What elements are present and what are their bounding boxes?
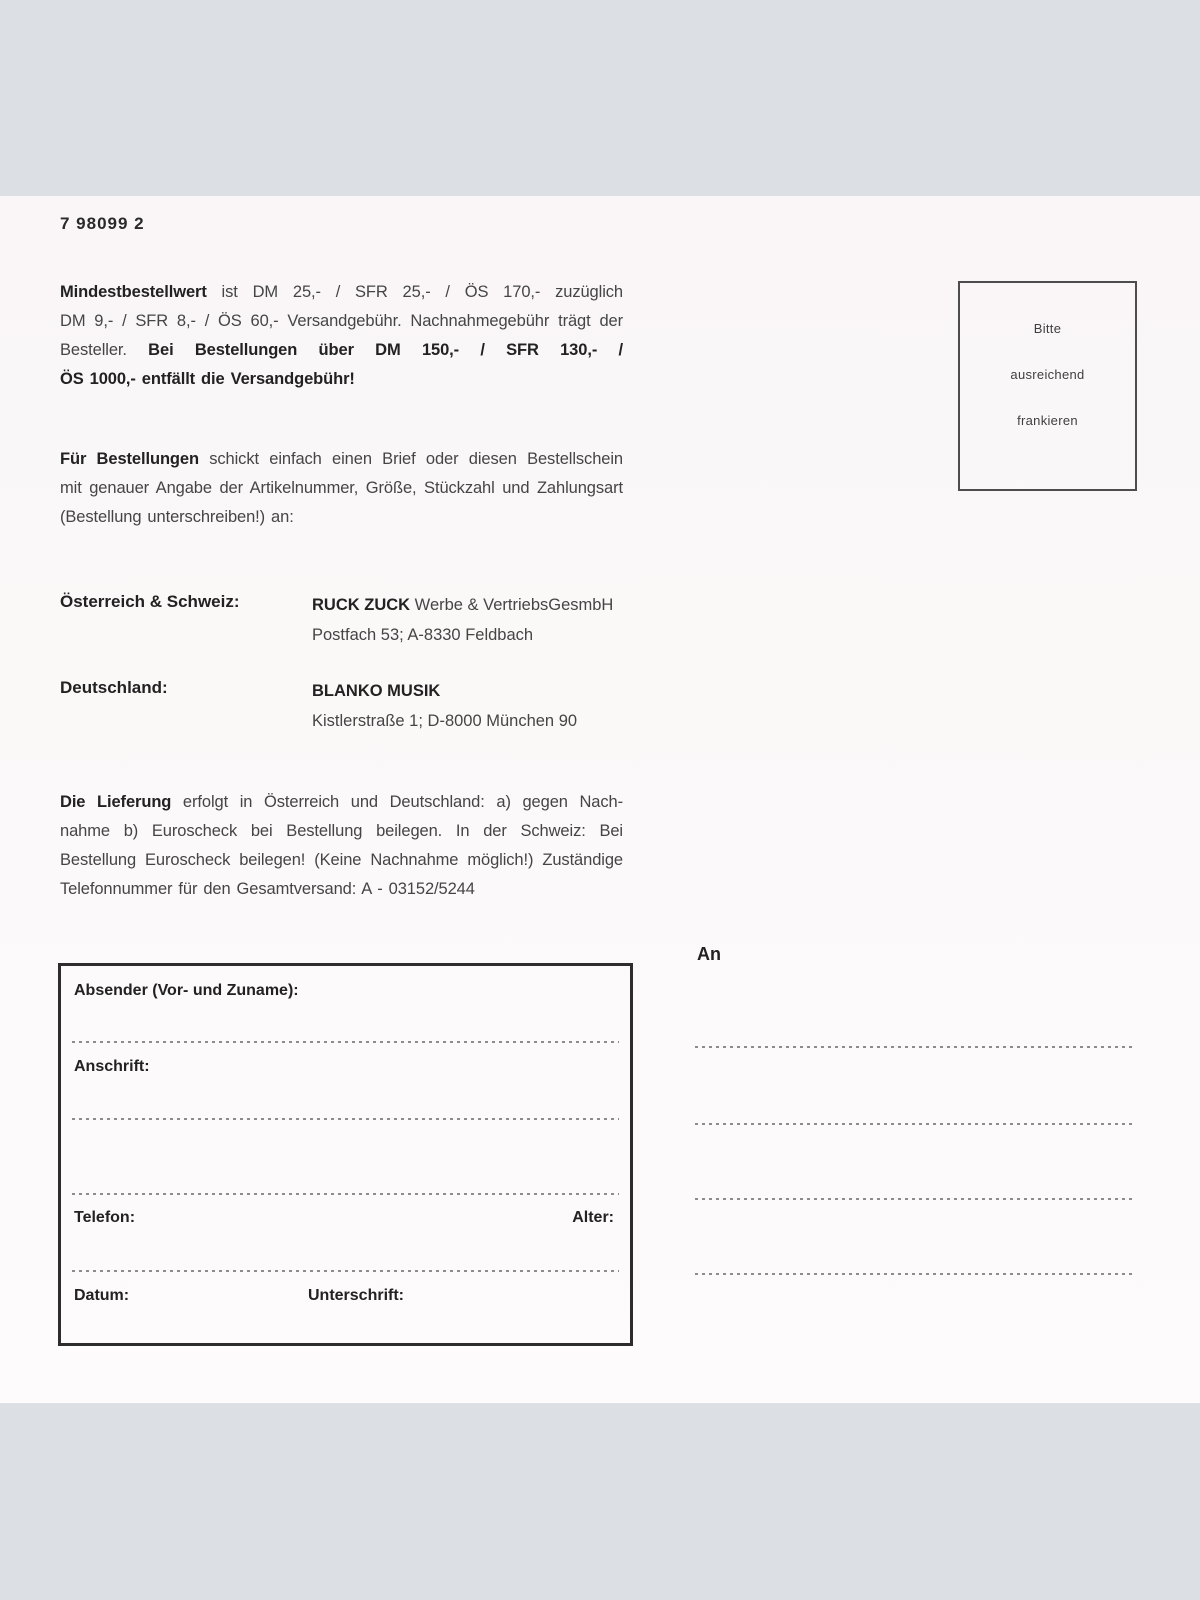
order-code: 7 98099 2 bbox=[60, 214, 145, 233]
order-form-paper bbox=[0, 196, 1200, 1403]
company-street: Postfach 53; A-8330 Feldbach bbox=[312, 626, 534, 644]
address-germany bbox=[312, 676, 652, 736]
an-label: An bbox=[697, 944, 721, 964]
recipient-line-2 bbox=[695, 1122, 1132, 1125]
text-line bbox=[60, 503, 623, 532]
alter-label: Alter: bbox=[572, 1209, 614, 1226]
write-line-address-2 bbox=[72, 1192, 619, 1195]
text-segment: schickt einfach einen Brief oder diesen Bestellschein bbox=[198, 450, 623, 468]
text-segment: Telefonnummer für den Gesamtversand: A - 03152/5244 bbox=[60, 880, 475, 898]
anschrift-label: Anschrift: bbox=[74, 1058, 150, 1075]
company-name: RUCK ZUCK bbox=[312, 596, 411, 614]
bold-text-segment: Die Lieferung bbox=[60, 793, 172, 811]
write-line-name bbox=[72, 1040, 619, 1043]
paragraph-minimum-order bbox=[60, 278, 623, 394]
text-line bbox=[60, 474, 623, 503]
paragraph-delivery bbox=[60, 788, 623, 904]
text-line bbox=[60, 846, 623, 875]
sender-box bbox=[58, 963, 633, 1346]
text-line bbox=[60, 365, 623, 394]
stamp-line-3: frankieren bbox=[1017, 413, 1078, 428]
recipient-line-4 bbox=[695, 1272, 1132, 1275]
text-line bbox=[60, 307, 623, 336]
text-segment: nahme b) Euroscheck bei Bestellung beilegen. In der Schweiz: Bei bbox=[60, 822, 623, 840]
text-segment: Bestellung Euroscheck beilegen! (Keine Nachnahme möglich!) Zuständige bbox=[60, 851, 623, 869]
text-line bbox=[60, 445, 623, 474]
company-line bbox=[312, 676, 652, 706]
text-segment: (Bestellung unterschreiben!) an: bbox=[60, 508, 294, 526]
company-line bbox=[312, 590, 652, 620]
text-line bbox=[60, 278, 623, 307]
recipient-line-1 bbox=[695, 1045, 1132, 1048]
write-line-address-1 bbox=[72, 1117, 619, 1120]
stamp-line-2: ausreichend bbox=[1010, 367, 1085, 382]
company-suffix: Werbe & VertriebsGesmbH bbox=[410, 596, 614, 614]
label-austria-switzerland: Österreich & Schweiz: bbox=[60, 592, 240, 611]
telefon-label: Telefon: bbox=[74, 1209, 136, 1226]
address-austria-switzerland bbox=[312, 590, 652, 650]
stamp-box bbox=[958, 281, 1137, 491]
text-segment: Besteller. bbox=[60, 341, 149, 359]
datum-label: Datum: bbox=[74, 1287, 130, 1304]
text-segment: erfolgt in Österreich und Deutschland: a) gegen Nach- bbox=[171, 793, 624, 811]
absender-label: Absender (Vor- und Zuname): bbox=[74, 982, 299, 999]
company-name: BLANKO MUSIK bbox=[312, 682, 441, 700]
text-segment: mit genauer Angabe der Artikelnummer, Größe, Stückzahl und Zahlungsart bbox=[60, 479, 623, 497]
write-line-phone-age bbox=[72, 1269, 619, 1272]
stamp-line-1: Bitte bbox=[1033, 321, 1062, 336]
unterschrift-label: Unterschrift: bbox=[308, 1287, 405, 1304]
label-germany: Deutschland: bbox=[60, 678, 168, 697]
text-line bbox=[60, 336, 623, 365]
bold-text-segment: ÖS 1000,- entfällt die Versandgebühr! bbox=[60, 370, 355, 388]
company-street: Kistlerstraße 1; D-8000 München 90 bbox=[312, 712, 578, 730]
recipient-line-3 bbox=[695, 1197, 1132, 1200]
text-line bbox=[60, 817, 623, 846]
bold-text-segment: Bei Bestellungen über DM 150,- / SFR 130,- / bbox=[148, 341, 623, 359]
text-segment: ist DM 25,- / SFR 25,- / ÖS 170,- zuzüglich bbox=[206, 283, 623, 301]
paragraph-how-to-order bbox=[60, 445, 623, 532]
text-segment: DM 9,- / SFR 8,- / ÖS 60,- Versandgebühr. Nachnahmegebühr trägt der bbox=[60, 312, 623, 330]
bold-text-segment: Mindestbestellwert bbox=[60, 283, 207, 301]
text-line bbox=[60, 875, 623, 904]
bold-text-segment: Für Bestellungen bbox=[60, 450, 199, 468]
text-line bbox=[60, 788, 623, 817]
